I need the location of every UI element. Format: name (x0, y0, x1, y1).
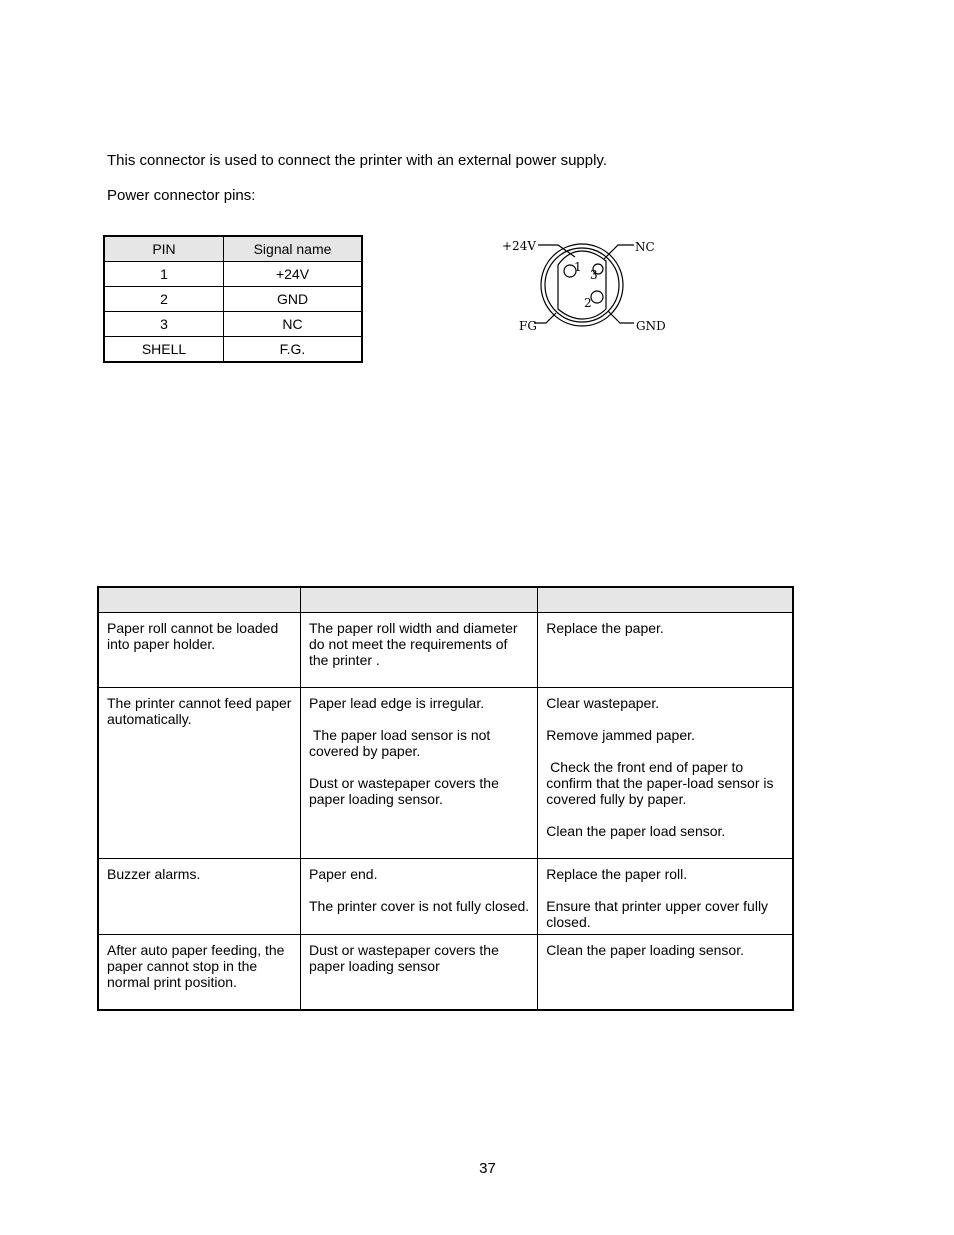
power-connector-diagram (500, 235, 670, 335)
troubleshooting-table (97, 586, 794, 1011)
signal-cell: NC (224, 312, 363, 337)
label-24v: +24V (502, 239, 536, 253)
pin2-hole (591, 291, 603, 303)
cause-cell: Paper lead edge is irregular. The paper load sensor is not covered by paper. Dust or wastepaper covers the paper loading sensor. (300, 688, 537, 859)
leader-24v (538, 245, 575, 257)
solution-header (538, 587, 793, 613)
pin-table-row (104, 262, 362, 287)
pin2-label: 2 (584, 296, 592, 310)
table-row (98, 935, 793, 1010)
pin-table-row (104, 287, 362, 312)
pin3-label: 3 (590, 268, 598, 282)
pin-table-header (104, 236, 362, 262)
pin-cell: 1 (104, 262, 224, 287)
table-row (98, 859, 793, 935)
problem-header (98, 587, 300, 613)
problem-cell: After auto paper feeding, the paper cannot stop in the normal print position. (98, 935, 300, 1010)
solution-cell: Replace the paper. (538, 613, 793, 688)
pin-header-cell: Signal name (224, 236, 363, 262)
pin-cell: 2 (104, 287, 224, 312)
cause-header (300, 587, 537, 613)
solution-cell: Clean the paper loading sensor. (538, 935, 793, 1010)
signal-cell: F.G. (224, 337, 363, 363)
table-row (98, 613, 793, 688)
pin-cell: SHELL (104, 337, 224, 363)
pin-table (103, 235, 363, 363)
problem-cell: Buzzer alarms. (98, 859, 300, 935)
connector-inner-ring (545, 248, 619, 322)
signal-cell: GND (224, 287, 363, 312)
pin-table-row (104, 337, 362, 363)
trouble-header-row (98, 587, 793, 613)
solution-cell: Clear wastepaper. Remove jammed paper. Check the front end of paper to confirm that the paper-load sensor is covered fully by paper. Clean the paper load sensor. (538, 688, 793, 859)
pin1-label: 1 (574, 260, 582, 274)
table-row (98, 688, 793, 859)
page-number: 37 (479, 1160, 496, 1177)
connector-insert (558, 251, 606, 319)
label-gnd: GND (636, 319, 666, 333)
signal-cell: +24V (224, 262, 363, 287)
pins-label: Power connector pins: (107, 187, 256, 204)
leader-nc (604, 245, 634, 259)
intro-paragraph: This connector is used to connect the printer with an external power supply. (107, 152, 607, 169)
pin-header-cell: PIN (104, 236, 224, 262)
label-fg: FG (519, 319, 537, 333)
problem-cell: The printer cannot feed paper automatically. (98, 688, 300, 859)
problem-cell: Paper roll cannot be loaded into paper holder. (98, 613, 300, 688)
cause-cell: Dust or wastepaper covers the paper loading sensor (300, 935, 537, 1010)
label-nc: NC (635, 240, 655, 254)
cause-cell: The paper roll width and diameter do not meet the requirements of the printer . (300, 613, 537, 688)
pin-table-row (104, 312, 362, 337)
pin-cell: 3 (104, 312, 224, 337)
cause-cell: Paper end. The printer cover is not fully closed. (300, 859, 537, 935)
solution-cell: Replace the paper roll. Ensure that printer upper cover fully closed. (538, 859, 793, 935)
